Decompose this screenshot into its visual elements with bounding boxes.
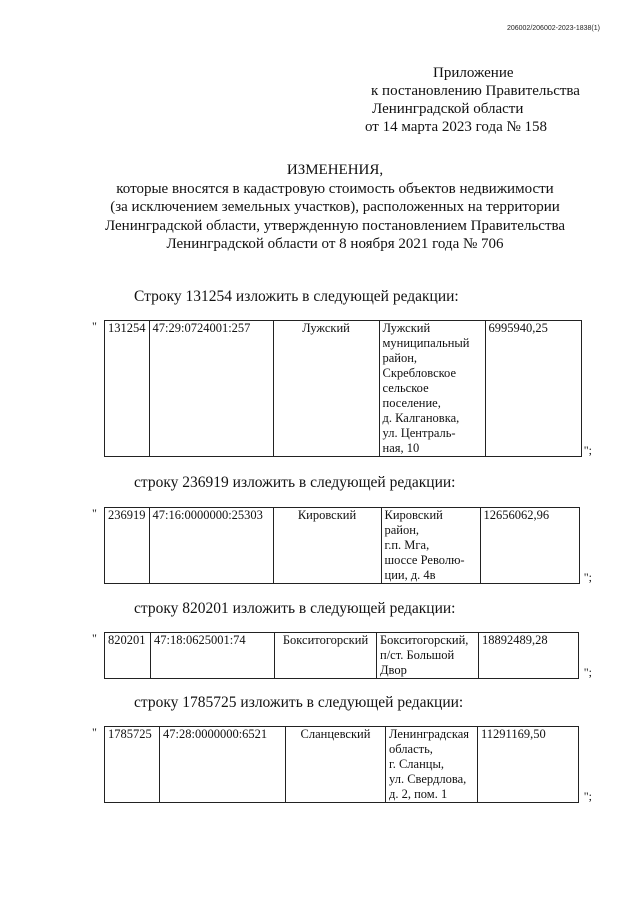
- amendment-block: [92, 507, 592, 583]
- cadastral-table: [104, 632, 579, 679]
- heading-line: Ленинградской области, утвержденную постановлением Правительства: [104, 217, 566, 234]
- amendment-instruction: Строку 131254 изложить в следующей редакции:: [134, 288, 459, 305]
- row-number: 820201: [105, 633, 151, 679]
- amendment-block: [92, 320, 592, 456]
- cadastral-value: 11291169,50: [478, 727, 579, 803]
- object-address: Кировский район, г.п. Мга, шоссе Револю- ции, д. 4в: [381, 508, 480, 584]
- cadastral-number: 47:28:0000000:6521: [160, 727, 286, 803]
- heading-line: (за исключением земельных участков), расположенных на территории: [110, 199, 560, 215]
- cadastral-table: [104, 320, 582, 457]
- opening-quote: ": [92, 319, 97, 333]
- district-name: Кировский: [273, 508, 381, 584]
- object-address: Ленинградская область, г. Сланцы, ул. Свердлова, д. 2, пом. 1: [386, 727, 478, 803]
- cadastral-table: [104, 726, 579, 803]
- appendix-block: [360, 64, 590, 136]
- appendix-line: Ленинградской области: [372, 101, 524, 117]
- heading-title: ИЗМЕНЕНИЯ,: [286, 162, 384, 178]
- district-name: Сланцевский: [286, 727, 386, 803]
- cadastral-number: 47:16:0000000:25303: [149, 508, 273, 584]
- amendment-instruction: строку 1785725 изложить в следующей редакции:: [134, 694, 464, 711]
- amendment-instruction: строку 820201 изложить в следующей редакции:: [134, 600, 456, 617]
- amendment-block: [92, 726, 592, 802]
- heading-line: которые вносятся в кадастровую стоимость объектов недвижимости: [116, 180, 554, 197]
- district-name: Бокситогорский: [275, 633, 377, 679]
- amendment-instruction: строку 236919 изложить в следующей редакции:: [134, 474, 456, 491]
- cadastral-value: 18892489,28: [479, 633, 579, 679]
- table-row: [105, 633, 579, 679]
- closing-quote: ";: [583, 570, 592, 584]
- cadastral-number: 47:29:0724001:257: [149, 321, 273, 457]
- opening-quote: ": [92, 725, 97, 739]
- object-address: Бокситогорский, п/ст. Большой Двор: [377, 633, 479, 679]
- cadastral-value: 6995940,25: [485, 321, 581, 457]
- appendix-line: Приложение: [433, 65, 514, 81]
- opening-quote: ": [92, 506, 97, 520]
- table-row: [105, 321, 582, 457]
- cadastral-value: 12656062,96: [480, 508, 579, 584]
- amendment-block: [92, 632, 592, 678]
- closing-quote: ";: [583, 789, 592, 803]
- appendix-line: к постановлению Правительства: [371, 83, 580, 99]
- document-heading: [90, 161, 580, 254]
- table-row: [105, 727, 579, 803]
- row-number: 1785725: [105, 727, 160, 803]
- closing-quote: ";: [583, 443, 592, 457]
- table-row: [105, 508, 580, 584]
- cadastral-number: 47:18:0625001:74: [151, 633, 275, 679]
- document-id: 206002/206002-2023-1838(1): [506, 25, 600, 32]
- district-name: Лужский: [273, 321, 379, 457]
- heading-line: Ленинградской области от 8 ноября 2021 года № 706: [166, 236, 504, 252]
- appendix-line: от 14 марта 2023 года № 158: [365, 119, 548, 135]
- row-number: 236919: [105, 508, 150, 584]
- cadastral-table: [104, 507, 580, 584]
- opening-quote: ": [92, 631, 97, 645]
- closing-quote: ";: [583, 665, 592, 679]
- row-number: 131254: [105, 321, 150, 457]
- object-address: Лужский муниципальный район, Скребловское сельское поселение, д. Калгановка, ул. Централь- ная, 10: [379, 321, 485, 457]
